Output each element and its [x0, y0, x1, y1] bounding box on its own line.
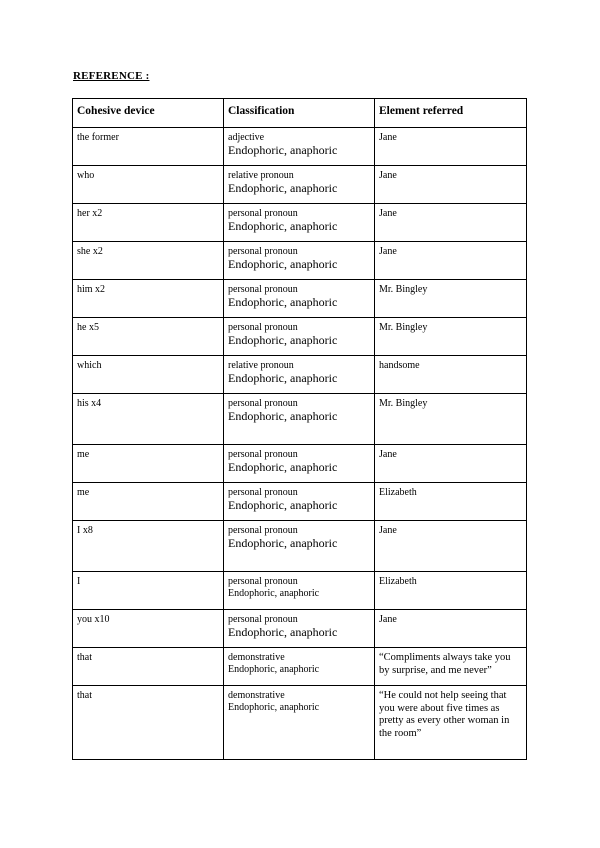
table-row: [73, 394, 527, 445]
classification-type: personal pronoun: [228, 208, 298, 219]
classification-cell: [224, 128, 375, 166]
classification-cell: [224, 483, 375, 521]
table-row: [73, 242, 527, 280]
header-cohesive-device: Cohesive device: [73, 99, 224, 128]
table-row: [73, 483, 527, 521]
device-text: the former: [77, 132, 119, 143]
referred-cell: [375, 483, 527, 521]
referred-text: Jane: [379, 525, 397, 536]
referred-cell: [375, 686, 527, 760]
device-text: his x4: [77, 398, 102, 409]
referred-text: handsome: [379, 360, 420, 371]
device-cell: [73, 686, 224, 760]
device-text: he x5: [77, 322, 99, 333]
referred-cell: [375, 445, 527, 483]
classification-category: Endophoric, anaphoric: [228, 588, 320, 599]
table-row: [73, 318, 527, 356]
classification-type: personal pronoun: [228, 322, 298, 333]
header-element-referred: Element referred: [375, 99, 527, 128]
device-text: her x2: [77, 208, 103, 219]
classification-type: personal pronoun: [228, 487, 298, 498]
classification-cell: [224, 572, 375, 610]
referred-cell: [375, 394, 527, 445]
classification-type: personal pronoun: [228, 614, 298, 625]
device-text: him x2: [77, 284, 106, 295]
classification-category: Endophoric, anaphoric: [228, 625, 338, 639]
referred-text: Jane: [379, 449, 397, 460]
referred-cell: [375, 242, 527, 280]
referred-text: Jane: [379, 170, 397, 181]
classification-cell: [224, 394, 375, 445]
classification-category: Endophoric, anaphoric: [228, 409, 338, 423]
table-row: [73, 648, 527, 686]
classification-cell: [224, 356, 375, 394]
classification-category: Endophoric, anaphoric: [228, 664, 320, 675]
device-text: who: [77, 170, 95, 181]
device-cell: [73, 394, 224, 445]
classification-category: Endophoric, anaphoric: [228, 219, 338, 233]
device-text: which: [77, 360, 102, 371]
table-row: [73, 166, 527, 204]
table-row: [73, 204, 527, 242]
classification-type: adjective: [228, 132, 265, 143]
referred-text: Jane: [379, 208, 397, 219]
classification-cell: [224, 521, 375, 572]
reference-table: [72, 98, 527, 760]
referred-text: Jane: [379, 132, 397, 143]
classification-category: Endophoric, anaphoric: [228, 460, 338, 474]
device-cell: [73, 648, 224, 686]
classification-category: Endophoric, anaphoric: [228, 181, 338, 195]
device-cell: [73, 204, 224, 242]
classification-cell: [224, 204, 375, 242]
device-text: me: [77, 487, 90, 498]
header-classification: Classification: [224, 99, 375, 128]
device-cell: [73, 280, 224, 318]
referred-text: “He could not help seeing that you were about five times as pretty as every other woman in the room”: [379, 690, 510, 739]
section-heading: REFERENCE :: [73, 70, 150, 82]
device-cell: [73, 166, 224, 204]
classification-category: Endophoric, anaphoric: [228, 498, 338, 512]
classification-cell: [224, 242, 375, 280]
referred-text: Mr. Bingley: [379, 284, 428, 295]
device-text: that: [77, 690, 92, 701]
device-cell: [73, 521, 224, 572]
device-cell: [73, 242, 224, 280]
classification-type: personal pronoun: [228, 525, 298, 536]
classification-cell: [224, 318, 375, 356]
referred-cell: [375, 128, 527, 166]
classification-type: relative pronoun: [228, 170, 294, 181]
device-cell: [73, 128, 224, 166]
classification-cell: [224, 280, 375, 318]
classification-category: Endophoric, anaphoric: [228, 536, 338, 550]
device-cell: [73, 356, 224, 394]
classification-cell: [224, 686, 375, 760]
referred-cell: [375, 280, 527, 318]
table-row: [73, 356, 527, 394]
table-row: [73, 686, 527, 760]
table-header-row: [73, 99, 527, 128]
table-row: [73, 128, 527, 166]
classification-type: demonstrative: [228, 652, 285, 663]
referred-text: Mr. Bingley: [379, 322, 428, 333]
device-text: she x2: [77, 246, 103, 257]
classification-type: personal pronoun: [228, 576, 298, 587]
referred-text: Mr. Bingley: [379, 398, 428, 409]
device-cell: [73, 445, 224, 483]
classification-type: personal pronoun: [228, 449, 298, 460]
device-cell: [73, 610, 224, 648]
device-text: that: [77, 652, 92, 663]
classification-category: Endophoric, anaphoric: [228, 333, 338, 347]
device-text: I: [77, 576, 81, 587]
referred-text: Elizabeth: [379, 487, 417, 498]
table-row: [73, 521, 527, 572]
device-cell: [73, 483, 224, 521]
device-text: I x8: [77, 525, 93, 536]
classification-cell: [224, 445, 375, 483]
referred-cell: [375, 356, 527, 394]
table-row: [73, 572, 527, 610]
referred-text: Jane: [379, 614, 397, 625]
referred-cell: [375, 318, 527, 356]
classification-category: Endophoric, anaphoric: [228, 143, 338, 157]
device-text: me: [77, 449, 90, 460]
classification-type: relative pronoun: [228, 360, 294, 371]
classification-type: personal pronoun: [228, 398, 298, 409]
referred-cell: [375, 572, 527, 610]
referred-text: Jane: [379, 246, 397, 257]
referred-cell: [375, 166, 527, 204]
referred-cell: [375, 648, 527, 686]
classification-type: demonstrative: [228, 690, 285, 701]
referred-cell: [375, 204, 527, 242]
referred-text: “Compliments always take you by surprise, and me never”: [379, 652, 511, 676]
classification-cell: [224, 610, 375, 648]
classification-cell: [224, 648, 375, 686]
table-row: [73, 280, 527, 318]
classification-category: Endophoric, anaphoric: [228, 371, 338, 385]
classification-type: personal pronoun: [228, 284, 298, 295]
device-cell: [73, 318, 224, 356]
classification-type: personal pronoun: [228, 246, 298, 257]
referred-cell: [375, 610, 527, 648]
referred-cell: [375, 521, 527, 572]
classification-category: Endophoric, anaphoric: [228, 702, 320, 713]
table-row: [73, 445, 527, 483]
classification-category: Endophoric, anaphoric: [228, 257, 338, 271]
referred-text: Elizabeth: [379, 576, 417, 587]
table-row: [73, 610, 527, 648]
device-cell: [73, 572, 224, 610]
device-text: you x10: [77, 614, 110, 625]
classification-category: Endophoric, anaphoric: [228, 295, 338, 309]
classification-cell: [224, 166, 375, 204]
